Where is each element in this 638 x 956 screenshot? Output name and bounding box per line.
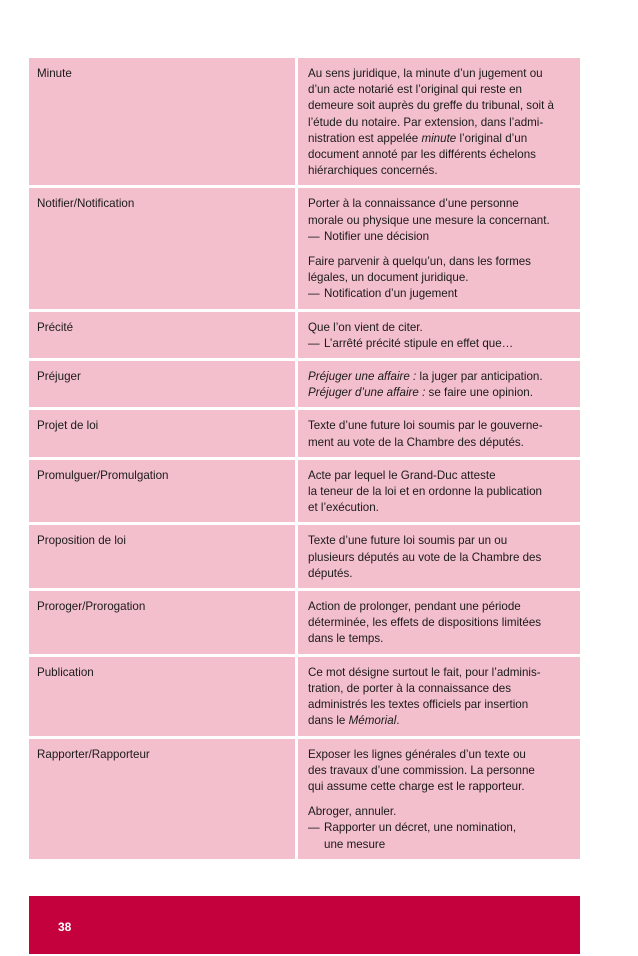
text-segment: d’un acte notarié est l’original qui reste en <box>308 83 522 97</box>
definition-line <box>308 115 570 131</box>
example-dash: — <box>308 336 320 350</box>
italic-text: Préjuger une affaire : <box>308 370 417 384</box>
glossary-row <box>29 410 580 456</box>
text-segment: Au sens juridique, la minute d’un jugement ou <box>308 67 543 80</box>
glossary-term: Projet de loi <box>37 419 99 433</box>
text-segment: députés. <box>308 566 353 580</box>
definition-line <box>308 763 570 779</box>
definition-line <box>308 369 570 385</box>
definition-line <box>308 66 570 82</box>
text-segment: des travaux d’une commission. La personne <box>308 763 535 777</box>
definition-line <box>308 747 570 763</box>
italic-text: Préjuger d’une affaire : <box>308 386 426 400</box>
definition-line <box>308 533 570 549</box>
definition-paragraph <box>308 369 570 401</box>
definition-paragraph <box>308 599 570 648</box>
glossary-term: Précité <box>37 320 74 334</box>
text-segment: se faire une opinion. <box>425 386 533 400</box>
definition-line <box>308 254 570 270</box>
glossary-term: Minute <box>37 67 72 80</box>
glossary-definition <box>298 188 580 308</box>
text-segment: document annoté par les différents échelons <box>308 148 536 162</box>
glossary-row <box>29 312 580 358</box>
glossary-table <box>29 58 580 862</box>
example-line <box>308 229 570 245</box>
definition-line <box>308 631 570 647</box>
text-segment: morale ou physique une mesure la concernant. <box>308 213 550 227</box>
example-text: Rapporter un décret, une nomination, <box>324 821 517 835</box>
definition-paragraph <box>308 66 570 179</box>
text-segment: . <box>396 714 400 728</box>
text-segment: dans le <box>308 714 349 728</box>
text-segment: déterminée, les effets de dispositions limitées <box>308 616 542 630</box>
glossary-term: Publication <box>37 665 94 679</box>
example-text: Notification d’un jugement <box>324 287 458 301</box>
text-segment: demeure soit auprès du greffe du tribunal, soit à <box>308 99 554 113</box>
definition-line <box>308 163 570 179</box>
glossary-definition <box>298 361 580 407</box>
text-segment: la teneur de la loi et en ordonne la publication <box>308 485 542 499</box>
example-text: Notifier une décision <box>324 229 430 243</box>
text-segment: Porter à la connaissance d’une personne <box>308 197 519 211</box>
glossary-definition <box>298 525 580 588</box>
page-number: 38 <box>58 920 72 934</box>
text-segment: nistration est appelée <box>308 131 422 145</box>
definition-line <box>308 270 570 286</box>
definition-line <box>308 804 570 820</box>
text-segment: Acte par lequel le Grand-Duc atteste <box>308 468 496 482</box>
glossary-term: Préjuger <box>37 370 81 384</box>
text-segment: dans le temps. <box>308 632 384 646</box>
example-line <box>308 336 570 352</box>
definition-line <box>308 779 570 795</box>
definition-line <box>308 615 570 631</box>
definition-paragraph <box>308 747 570 796</box>
page-footer <box>29 896 580 954</box>
definition-paragraph <box>308 665 570 730</box>
definition-paragraph <box>308 533 570 582</box>
definition-line <box>308 98 570 114</box>
definition-paragraph <box>308 320 570 352</box>
text-segment: Exposer les lignes générales d’un texte ou <box>308 747 526 761</box>
glossary-term: Rapporter/Rapporteur <box>37 747 150 761</box>
glossary-definition <box>298 591 580 654</box>
definition-line <box>308 196 570 212</box>
italic-text: Mémorial <box>348 714 397 728</box>
text-segment: Que l’on vient de citer. <box>308 320 423 334</box>
definition-line <box>308 213 570 229</box>
definition-paragraph <box>308 804 570 853</box>
glossary-term: Proposition de loi <box>37 534 126 548</box>
text-segment: Faire parvenir à quelqu’un, dans les formes <box>308 255 531 269</box>
glossary-row <box>29 58 580 185</box>
definition-line <box>308 681 570 697</box>
italic-text: minute <box>421 131 457 145</box>
definition-line <box>308 82 570 98</box>
glossary-row <box>29 525 580 588</box>
text-segment: hiérarchiques concernés. <box>308 164 438 178</box>
definition-line <box>308 320 570 336</box>
glossary-term: Promulguer/Promulgation <box>37 468 169 482</box>
text-segment: Texte d’une future loi soumis par le gouverne- <box>308 419 543 433</box>
glossary-definition <box>298 739 580 859</box>
glossary-definition <box>298 312 580 358</box>
text-segment: et l’exécution. <box>308 501 379 515</box>
glossary-row <box>29 460 580 523</box>
example-line: une mesure <box>324 837 386 851</box>
example-dash: — <box>308 287 320 301</box>
example-dash: — <box>308 229 320 243</box>
definition-line <box>308 468 570 484</box>
text-segment: ment au vote de la Chambre des députés. <box>308 435 524 449</box>
glossary-row <box>29 591 580 654</box>
definition-paragraph <box>308 196 570 245</box>
text-segment: administrés les textes officiels par insertion <box>308 698 529 712</box>
definition-paragraph <box>308 468 570 517</box>
text-segment: Abroger, annuler. <box>308 805 397 819</box>
definition-line <box>308 713 570 729</box>
glossary-definition <box>298 58 580 185</box>
definition-line <box>308 147 570 163</box>
glossary-row <box>29 188 580 308</box>
definition-line <box>308 697 570 713</box>
glossary-definition <box>298 410 580 456</box>
text-segment: Texte d’une future loi soumis par un ou <box>308 534 508 548</box>
glossary-row <box>29 657 580 736</box>
definition-line <box>308 665 570 681</box>
glossary-definition <box>298 657 580 736</box>
example-text: L’arrêté précité stipule en effet que… <box>324 336 514 350</box>
definition-line <box>308 131 570 147</box>
glossary-term: Proroger/Prorogation <box>37 600 146 614</box>
text-segment: la juger par anticipation. <box>416 370 543 384</box>
glossary-term: Notifier/Notification <box>37 197 135 211</box>
text-segment: qui assume cette charge est le rapporteur. <box>308 779 525 793</box>
definition-paragraph <box>308 418 570 450</box>
text-segment: Ce mot désigne surtout le fait, pour l’adminis- <box>308 665 541 679</box>
text-segment: l’original d’un <box>456 131 528 145</box>
example-line <box>308 820 570 836</box>
definition-line <box>308 418 570 434</box>
definition-line <box>308 385 570 401</box>
definition-line <box>308 550 570 566</box>
glossary-definition <box>298 460 580 523</box>
definition-line <box>308 599 570 615</box>
definition-paragraph <box>308 254 570 303</box>
glossary-row <box>29 739 580 859</box>
glossary-row <box>29 361 580 407</box>
text-segment: Action de prolonger, pendant une période <box>308 600 521 614</box>
text-segment: tration, de porter à la connaissance des <box>308 681 512 695</box>
definition-line <box>308 484 570 500</box>
example-dash: — <box>308 821 320 835</box>
text-segment: légales, un document juridique. <box>308 271 469 285</box>
definition-line <box>308 566 570 582</box>
text-segment: plusieurs députés au vote de la Chambre des <box>308 550 542 564</box>
text-segment: l’étude du notaire. Par extension, dans l’admi- <box>308 115 544 129</box>
definition-line <box>308 435 570 451</box>
definition-line <box>308 500 570 516</box>
example-line <box>308 286 570 302</box>
